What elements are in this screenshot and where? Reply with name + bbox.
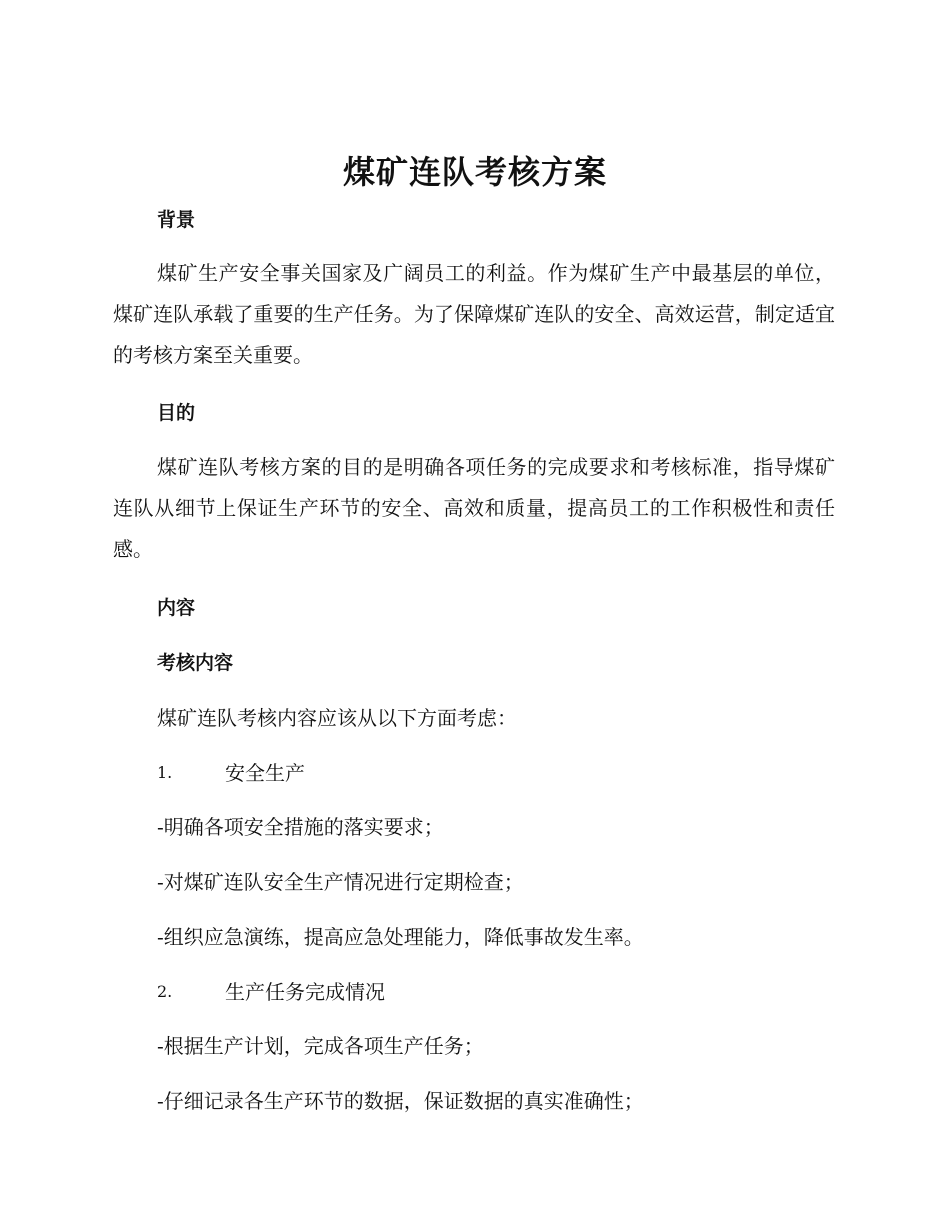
subheading-assessment-content: 考核内容 xyxy=(157,652,234,674)
document-title: 煤矿连队考核方案 xyxy=(342,153,607,191)
list-point: -组织应急演练，提高应急处理能力，降低事故发生率。 xyxy=(157,925,644,949)
list-point: -对煤矿连队安全生产情况进行定期检查； xyxy=(157,870,524,894)
list-item-title: 安全生产 xyxy=(225,761,305,785)
list-point: -仔细记录各生产环节的数据，保证数据的真实准确性； xyxy=(157,1089,644,1113)
background-paragraph: 煤矿生产安全事关国家及广阔员工的利益。作为煤矿生产中最基层的单位，煤矿连队承载了重要的生产任务。为了保障煤矿连队的安全、高效运营，制定适宜的考核方案至关重要。 xyxy=(113,261,835,367)
list-item-title: 生产任务完成情况 xyxy=(225,980,385,1004)
section-heading-purpose: 目的 xyxy=(157,402,196,424)
section-heading-content: 内容 xyxy=(157,597,196,619)
list-item-number: 1. xyxy=(157,763,173,782)
list-point: -明确各项安全措施的落实要求； xyxy=(157,815,444,839)
content-intro: 煤矿连队考核内容应该从以下方面考虑： xyxy=(157,706,517,730)
purpose-paragraph: 煤矿连队考核方案的目的是明确各项任务的完成要求和考核标准，指导煤矿连队从细节上保证生产环节的安全、高效和质量，提高员工的工作积极性和责任感。 xyxy=(113,455,835,561)
list-item-number: 2. xyxy=(157,982,173,1001)
section-heading-background: 背景 xyxy=(157,209,196,231)
list-point: -根据生产计划，完成各项生产任务； xyxy=(157,1034,484,1058)
